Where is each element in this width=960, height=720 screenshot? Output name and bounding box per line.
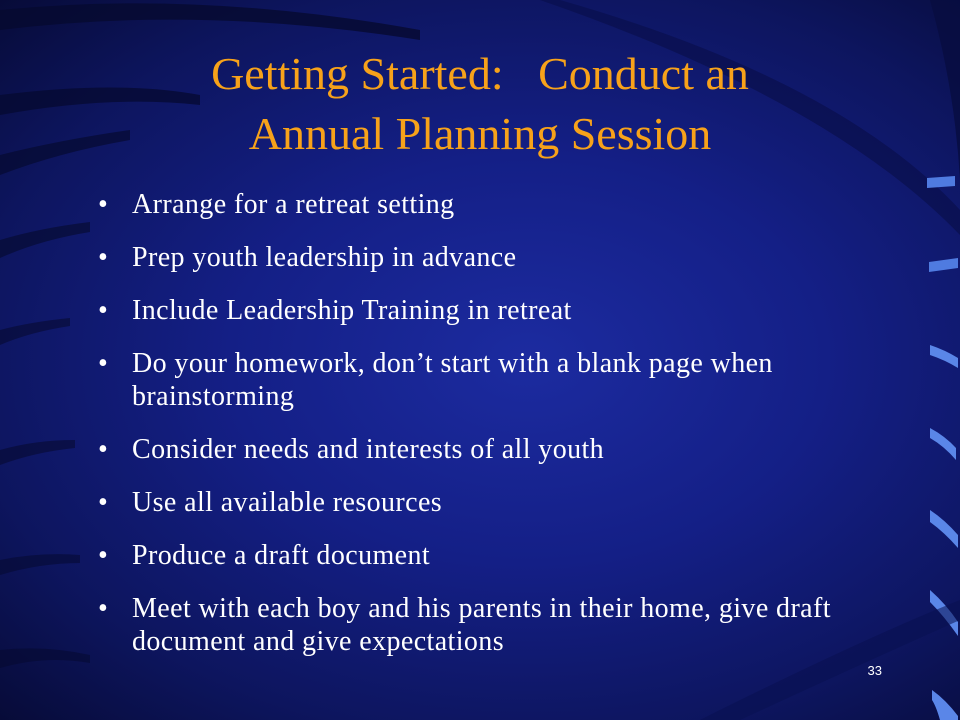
accent-1: [927, 176, 955, 188]
bullet-text: Include Leadership Training in retreat: [132, 295, 572, 326]
bullet-text: Do your homework, don’t start with a blank page when brainstorming: [132, 348, 773, 412]
slide-title-line-2: Annual Planning Session: [248, 108, 712, 159]
swoosh-5: [0, 318, 70, 345]
bullet-text: Arrange for a retreat setting: [132, 189, 455, 220]
bullet-text: Produce a draft document: [132, 540, 431, 571]
bullet-marker: •: [98, 593, 109, 624]
bullet-item: [98, 433, 898, 466]
slide-title-line-1: Getting Started: Conduct an: [211, 48, 749, 99]
accent-4: [930, 428, 956, 460]
bullet-text: Meet with each boy and his parents in their home, give draft document and give expectations: [132, 593, 831, 657]
swoosh-arc-right: [930, 0, 960, 180]
accent-5: [930, 510, 958, 548]
bullet-marker: •: [98, 189, 109, 220]
bullet-marker: •: [98, 540, 109, 571]
bullet-item: [98, 592, 898, 658]
bullet-text: Use all available resources: [132, 487, 443, 518]
swoosh-4: [0, 222, 90, 258]
bullet-marker: •: [98, 434, 109, 465]
bullet-item: [98, 539, 898, 572]
bullet-marker: •: [98, 348, 109, 379]
bullet-item: [98, 241, 898, 274]
accent-7: [932, 690, 958, 720]
bullet-item: [98, 347, 898, 413]
bullet-item: [98, 486, 898, 519]
swoosh-6: [0, 440, 75, 465]
accent-3: [930, 345, 958, 368]
swoosh-8: [0, 648, 90, 668]
bullet-marker: •: [98, 242, 109, 273]
bullet-marker: •: [98, 295, 109, 326]
swoosh-7: [0, 554, 80, 575]
page-number: 33: [867, 663, 882, 678]
bullet-text: Prep youth leadership in advance: [132, 242, 517, 273]
bullet-marker: •: [98, 487, 109, 518]
swoosh-1: [0, 3, 420, 40]
bullet-list: [98, 188, 898, 678]
bullet-item: [98, 188, 898, 221]
bullet-item: [98, 294, 898, 327]
slide-title: [60, 44, 900, 164]
bullet-text: Consider needs and interests of all youth: [132, 434, 605, 465]
accent-2: [929, 258, 958, 272]
